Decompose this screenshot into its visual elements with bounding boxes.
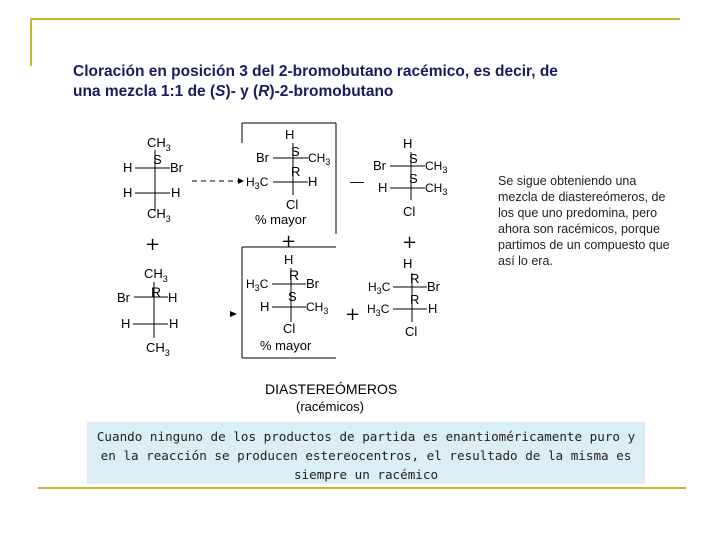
title-line2c: )-2-bromobutano bbox=[269, 83, 394, 100]
p3-major-label: % mayor bbox=[260, 338, 312, 353]
p3-s-label: S bbox=[288, 289, 297, 304]
p3-br-right: Br bbox=[306, 276, 319, 291]
plus-middle: + bbox=[281, 231, 297, 252]
conclusion-callout: Cuando ninguno de los productos de partida es enantioméricamente puro y en la reacción se producen estereocentros, el resultado de la misma es siempre un racémico bbox=[87, 422, 645, 484]
title-r: R bbox=[258, 83, 270, 100]
title-line2a: una mezcla 1:1 de ( bbox=[73, 83, 216, 100]
r2-ch3-bottom: $CH_3$ bbox=[146, 340, 170, 358]
p2-ch3-right2: $CH_3$ bbox=[425, 181, 448, 197]
side-note: Se sigue obteniendo una mezcla de diastereómeros, de los que uno predomina, pero ahora son racémicos, porque partimos de un compuesto que así lo era. bbox=[498, 174, 670, 268]
p1-r-label: R bbox=[291, 164, 301, 179]
p2-s-label: S bbox=[409, 151, 418, 166]
p4-r2-label: R bbox=[410, 292, 420, 307]
minus-sign: — bbox=[350, 173, 364, 189]
r1-h-right2: H bbox=[171, 185, 181, 200]
p3-ch3-right: $CH_3$ bbox=[306, 300, 329, 316]
diastereomers-heading: DIASTEREÓMEROS bbox=[265, 381, 398, 397]
r1-h-left2: H bbox=[123, 185, 133, 200]
r2-br-left: Br bbox=[117, 290, 130, 305]
product-top-right bbox=[373, 136, 447, 219]
p1-cl-bottom: Cl bbox=[286, 197, 299, 212]
p3-h-top: H bbox=[284, 252, 294, 267]
p1-h-top: H bbox=[285, 127, 295, 142]
r1-ch3-bottom: $CH_3$ bbox=[147, 206, 171, 224]
r2-h-right2: H bbox=[169, 316, 179, 331]
p3-r-label: R bbox=[289, 267, 300, 283]
r1-h-left: H bbox=[123, 160, 133, 175]
reactant-r-fischer bbox=[117, 266, 178, 358]
p4-br-right: Br bbox=[427, 279, 440, 294]
plus-left: + bbox=[145, 234, 161, 255]
p3-h-left: H bbox=[260, 299, 270, 314]
p1-h-right: H bbox=[308, 174, 318, 189]
plus-bottom: + bbox=[345, 304, 361, 325]
r1-ch3-top: $CH_3$ bbox=[147, 135, 171, 153]
p2-s2-label: S bbox=[409, 171, 418, 186]
p1-major-label: % mayor bbox=[255, 212, 307, 227]
p1-br-left: Br bbox=[256, 150, 269, 165]
title-s: S bbox=[215, 83, 226, 100]
p2-cl-bottom: Cl bbox=[403, 204, 416, 219]
p4-h3c-left: $H_3C$ bbox=[368, 280, 391, 296]
p3-h3c-left: $H_3C$ bbox=[246, 277, 269, 293]
arrow-2-head bbox=[230, 311, 237, 317]
title-line1: Cloración en posición 3 del 2-bromobutano racémico, es decir, de bbox=[73, 63, 558, 80]
r1-s-label: S bbox=[153, 152, 162, 167]
title-line2b: )- y ( bbox=[225, 83, 259, 100]
product-bottom-major bbox=[242, 247, 336, 358]
p2-h-top: H bbox=[403, 136, 413, 151]
r2-ch3-top: $CH_3$ bbox=[144, 266, 168, 284]
product-top-major bbox=[242, 123, 336, 234]
r2-h-right: H bbox=[168, 290, 178, 305]
p4-h-top: H bbox=[403, 256, 413, 271]
p1-s-label: S bbox=[291, 144, 300, 159]
p1-ch3-right: $CH_3$ bbox=[308, 151, 331, 167]
p2-ch3-right: $CH_3$ bbox=[425, 159, 448, 175]
p4-h3c-left2: $H_3C$ bbox=[367, 302, 390, 318]
p2-br-left: Br bbox=[373, 158, 386, 173]
p2-h-left: H bbox=[378, 180, 388, 195]
p4-cl-bottom: Cl bbox=[405, 324, 418, 339]
reactant-s-fischer bbox=[123, 135, 184, 224]
r1-br-right: Br bbox=[170, 160, 183, 175]
p3-cl-bottom: Cl bbox=[283, 321, 296, 336]
plus-right: + bbox=[402, 232, 418, 253]
p4-h-right: H bbox=[428, 301, 438, 316]
r2-r-label: R bbox=[151, 284, 162, 300]
r2-h-left2: H bbox=[121, 316, 131, 331]
product-bottom-right bbox=[367, 256, 441, 339]
racemic-subheading: (racémicos) bbox=[296, 399, 364, 414]
p4-r-label: R bbox=[410, 271, 420, 286]
p1-h3c-left: $H_3C$ bbox=[246, 175, 269, 191]
